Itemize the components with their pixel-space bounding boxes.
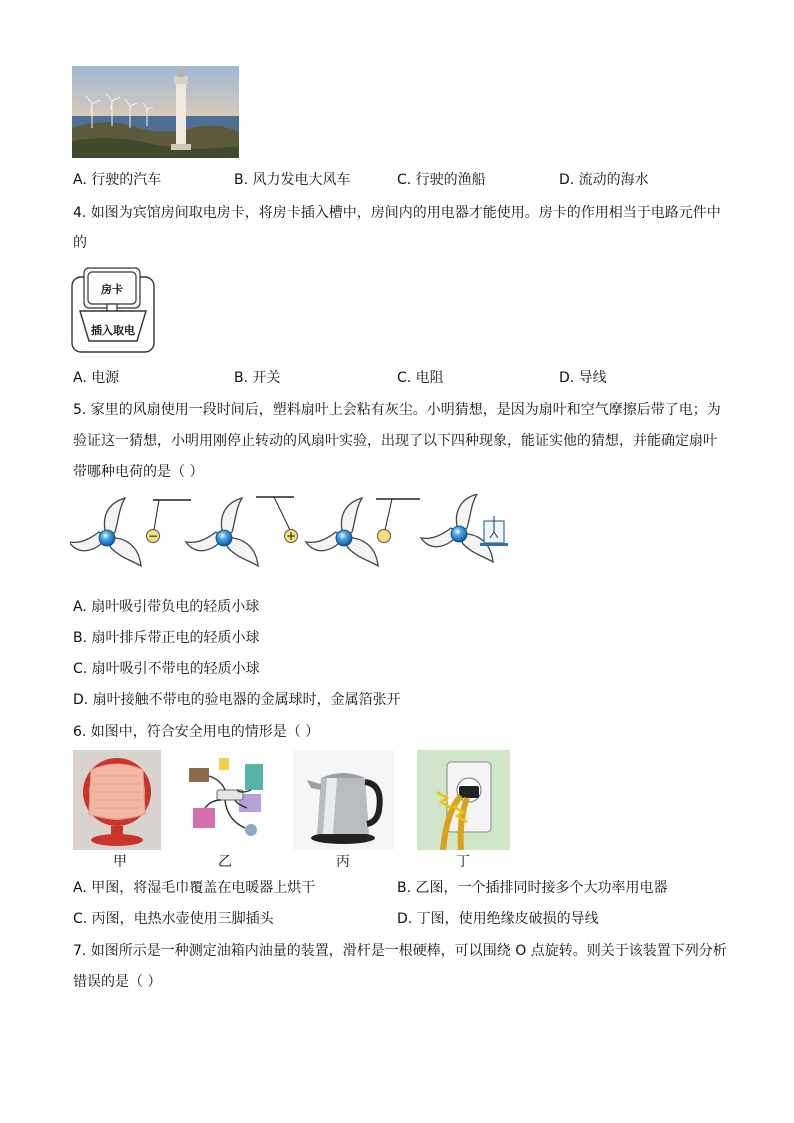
q5-option-c: C. 扇叶吸引不带电的轻质小球: [73, 661, 260, 677]
electric-kettle-photo: [293, 750, 394, 850]
caption-jia: 甲: [113, 854, 127, 870]
lighthouse-windmill-photo: [72, 66, 239, 158]
negative-charge-sign: −: [147, 529, 159, 543]
q6-option-d: D. 丁图，使用绝缘皮破损的导线: [397, 911, 599, 927]
q3-option-c: C. 行驶的渔船: [397, 172, 486, 188]
q6-stem: 6. 如图中，符合安全用电的情形是（ ）: [73, 724, 320, 740]
card-slot-label: 插入取电: [91, 324, 135, 337]
q5-stem-line3: 带哪种电荷的是（ ）: [73, 464, 204, 480]
q5-stem-line1: 5. 家里的风扇使用一段时间后，塑料扇叶上会粘有灰尘。小明猜想，是因为扇叶和空气摩擦后带了电；为: [73, 402, 721, 418]
q4-option-a: A. 电源: [73, 370, 120, 386]
q5-option-a: A. 扇叶吸引带负电的轻质小球: [73, 599, 260, 615]
q3-option-d: D. 流动的海水: [559, 172, 649, 188]
room-card-slot-figure: [71, 267, 155, 353]
q5-stem-line2: 验证这一猜想，小明用刚停止转动的风扇叶实验，出现了以下四种现象，能证实他的猜想，并能确定扇叶: [73, 433, 717, 449]
q5-option-b: B. 扇叶排斥带正电的轻质小球: [73, 630, 260, 646]
q4-stem-line1: 4. 如图为宾馆房间取电房卡，将房卡插入槽中，房间内的用电器才能使用。房卡的作用相当于电路元件中: [73, 205, 721, 221]
fan-experiment-figure: [70, 494, 510, 580]
q7-stem-line2: 错误的是（ ）: [73, 974, 162, 990]
q4-option-c: C. 电阻: [397, 370, 444, 386]
q4-option-d: D. 导线: [559, 370, 607, 386]
overloaded-power-strip-figure: [181, 750, 273, 842]
q5-option-d: D. 扇叶接触不带电的验电器的金属球时，金属箔张开: [73, 692, 401, 708]
q7-stem-line1: 7. 如图所示是一种测定油箱内油量的装置，滑杆是一根硬棒，可以围绕 O 点旋转。则关于该装置下列分析: [73, 943, 727, 959]
caption-yi: 乙: [218, 854, 232, 870]
q6-option-c: C. 丙图，电热水壶使用三脚插头: [73, 911, 274, 927]
q6-option-b: B. 乙图，一个插排同时接多个大功率用电器: [397, 880, 668, 896]
q3-option-a: A. 行驶的汽车: [73, 172, 162, 188]
heater-towel-photo: [73, 750, 161, 850]
positive-charge-sign: +: [285, 529, 297, 543]
q4-stem-line2: 的: [73, 235, 87, 251]
q3-option-b: B. 风力发电大风车: [234, 172, 351, 188]
room-card-label: 房卡: [101, 283, 123, 296]
q4-option-b: B. 开关: [234, 370, 281, 386]
caption-ding: 丁: [456, 854, 470, 870]
q6-option-a: A. 甲图，将湿毛巾覆盖在电暖器上烘干: [73, 880, 316, 896]
caption-bing: 丙: [336, 854, 350, 870]
damaged-wire-socket-figure: [417, 750, 510, 850]
